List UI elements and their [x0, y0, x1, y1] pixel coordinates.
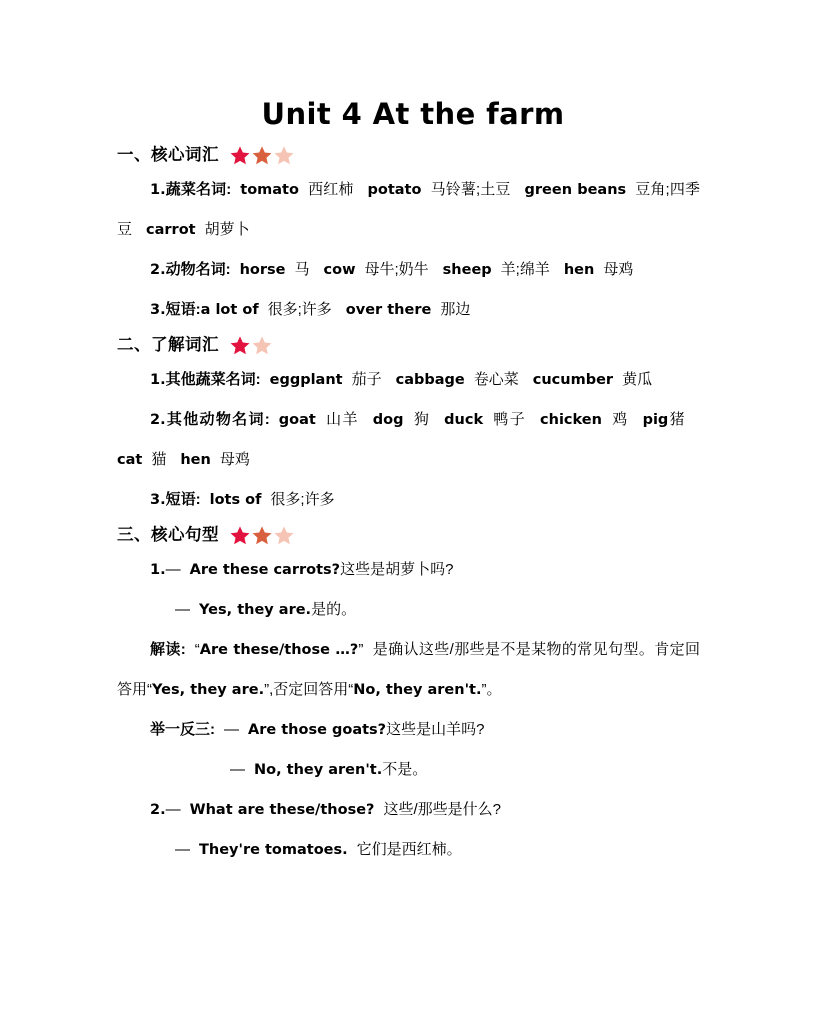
pattern-answer-en: Yes, they are.	[199, 602, 312, 618]
dialogue-dash: —	[224, 721, 239, 738]
word-zh: 卷心菜	[473, 371, 519, 388]
explanation-negative-en: No, they aren't.	[353, 682, 482, 698]
word-zh: 狗	[412, 411, 431, 428]
section-heading-1	[0, 140, 826, 170]
word-en: cucumber	[532, 372, 614, 388]
dialogue-dash: —	[165, 801, 181, 818]
word-en: lots of	[209, 492, 262, 508]
pattern-answer-zh: 它们是西红柿。	[356, 841, 462, 858]
extension-question-zh: 这些是山羊吗?	[386, 721, 485, 738]
star-icon-filled	[229, 145, 251, 166]
quote-close: ”	[358, 641, 364, 658]
word-en: carrot	[146, 222, 196, 238]
word-zh: 母鸡	[603, 261, 634, 278]
pattern-1-explanation	[0, 630, 826, 710]
dialogue-dash: —	[230, 761, 245, 778]
explanation-zh-part2: ,否定回答用	[269, 681, 349, 698]
item-number: 2.	[150, 802, 166, 818]
word-en: potato	[367, 182, 422, 198]
quote-open: “	[147, 681, 153, 698]
extra-vocab-phrases	[0, 480, 826, 520]
pattern-question-en: Are these carrots?	[189, 562, 341, 578]
extension-answer-zh: 不是。	[382, 761, 428, 778]
star-icon-filled	[229, 525, 251, 546]
item-number: 1.	[150, 372, 166, 388]
explanation-pattern-en: Are these/those …?	[199, 642, 359, 658]
item-number: 3.	[150, 492, 166, 508]
extension-label: 举一反三:	[150, 721, 215, 738]
explanation-affirmative-en: Yes, they are.	[152, 682, 265, 698]
word-en: tomato	[240, 182, 299, 198]
word-en: horse	[239, 262, 286, 278]
section-1-star-rating	[229, 145, 295, 166]
word-en: duck	[444, 412, 484, 428]
section-heading-3-label: 三、核心句型	[117, 526, 219, 544]
extension-question-en: Are those goats?	[248, 722, 387, 738]
item-number: 1.	[150, 182, 166, 198]
vocab-item-vegetables	[0, 170, 826, 250]
word-zh: 很多;许多	[267, 301, 332, 318]
star-icon-mid	[251, 525, 273, 546]
pattern-question-zh: 这些是胡萝卜吗?	[340, 561, 454, 578]
star-icon-light	[273, 525, 295, 546]
quote-close: ”	[481, 681, 487, 698]
dialogue-dash: —	[175, 601, 190, 618]
star-icon-light	[251, 335, 273, 356]
word-zh: 母牛;奶牛	[364, 261, 429, 278]
word-en: cat	[117, 452, 143, 468]
quote-open: “	[348, 681, 354, 698]
section-heading-3	[0, 520, 826, 550]
pattern-1-answer	[0, 590, 826, 630]
word-en: goat	[278, 412, 316, 428]
item-label: 其他蔬菜名词:	[165, 371, 261, 388]
word-en: pig	[642, 412, 669, 428]
item-number: 1.	[150, 562, 166, 578]
pattern-1-extension-question	[0, 710, 826, 750]
word-en: dog	[372, 412, 404, 428]
quote-close: ”	[264, 681, 270, 698]
word-zh: 鸭子	[492, 411, 527, 428]
item-label: 短语:	[165, 491, 201, 508]
pattern-question-zh: 这些/那些是什么?	[383, 801, 501, 818]
item-number: 2.	[150, 412, 166, 428]
quote-open: “	[194, 641, 200, 658]
item-number: 2.	[150, 262, 166, 278]
item-label: 其他动物名词:	[165, 411, 270, 428]
pattern-2-answer	[0, 830, 826, 870]
document-body	[0, 140, 826, 870]
section-heading-1-label: 一、核心词汇	[117, 146, 219, 164]
section-heading-2	[0, 330, 826, 360]
item-label: 短语:	[165, 301, 201, 318]
word-zh: 豆角;四季豆	[117, 181, 700, 238]
word-zh: 黄瓜	[622, 371, 653, 388]
dialogue-dash: —	[165, 561, 181, 578]
section-heading-2-label: 二、了解词汇	[117, 336, 219, 354]
explanation-label: 解读:	[150, 641, 186, 658]
item-label: 蔬菜名词:	[165, 181, 232, 198]
dialogue-dash: —	[175, 841, 190, 858]
page-title: Unit 4 At the farm	[261, 97, 565, 131]
word-en: cow	[323, 262, 356, 278]
word-en: a lot of	[200, 302, 259, 318]
word-en: green beans	[524, 182, 627, 198]
extra-vocab-vegetables	[0, 360, 826, 400]
word-zh: 马	[294, 261, 310, 278]
word-zh: 山羊	[324, 411, 359, 428]
word-zh: 猪	[668, 411, 686, 428]
word-zh: 母鸡	[219, 451, 250, 468]
word-zh: 西红柿	[307, 181, 354, 198]
word-en: sheep	[442, 262, 492, 278]
item-number: 3.	[150, 302, 166, 318]
pattern-1-question	[0, 550, 826, 590]
item-label: 动物名词:	[165, 261, 231, 278]
word-zh: 那边	[440, 301, 471, 318]
star-icon-mid	[251, 145, 273, 166]
word-zh: 茄子	[351, 371, 382, 388]
star-icon-light	[273, 145, 295, 166]
word-en: over there	[345, 302, 432, 318]
section-2-star-rating	[229, 335, 273, 356]
word-zh: 马铃薯;土豆	[430, 181, 511, 198]
pattern-2-question	[0, 790, 826, 830]
vocab-item-phrases	[0, 290, 826, 330]
explanation-period: 。	[486, 681, 502, 698]
pattern-question-en: What are these/those?	[189, 802, 375, 818]
word-zh: 胡萝卜	[204, 221, 250, 238]
word-en: hen	[180, 452, 211, 468]
word-en: chicken	[540, 412, 602, 428]
word-en: hen	[563, 262, 595, 278]
pattern-1-extension-answer	[0, 750, 826, 790]
section-3-star-rating	[229, 525, 295, 546]
word-en: cabbage	[395, 372, 465, 388]
word-zh: 猫	[151, 451, 167, 468]
pattern-answer-en: They're tomatoes.	[199, 842, 348, 858]
explanation-zh-part1: 是确认这些/那些是不是某物的常见句型。肯定回答用	[117, 641, 701, 698]
word-en: eggplant	[269, 372, 343, 388]
vocab-item-animals	[0, 250, 826, 290]
word-zh: 很多;许多	[270, 491, 335, 508]
word-zh: 羊;绵羊	[500, 261, 550, 278]
extra-vocab-animals	[0, 400, 826, 480]
star-icon-filled	[229, 335, 251, 356]
word-zh: 鸡	[610, 411, 629, 428]
extension-answer-en: No, they aren't.	[254, 762, 383, 778]
pattern-answer-zh: 是的。	[311, 601, 357, 618]
